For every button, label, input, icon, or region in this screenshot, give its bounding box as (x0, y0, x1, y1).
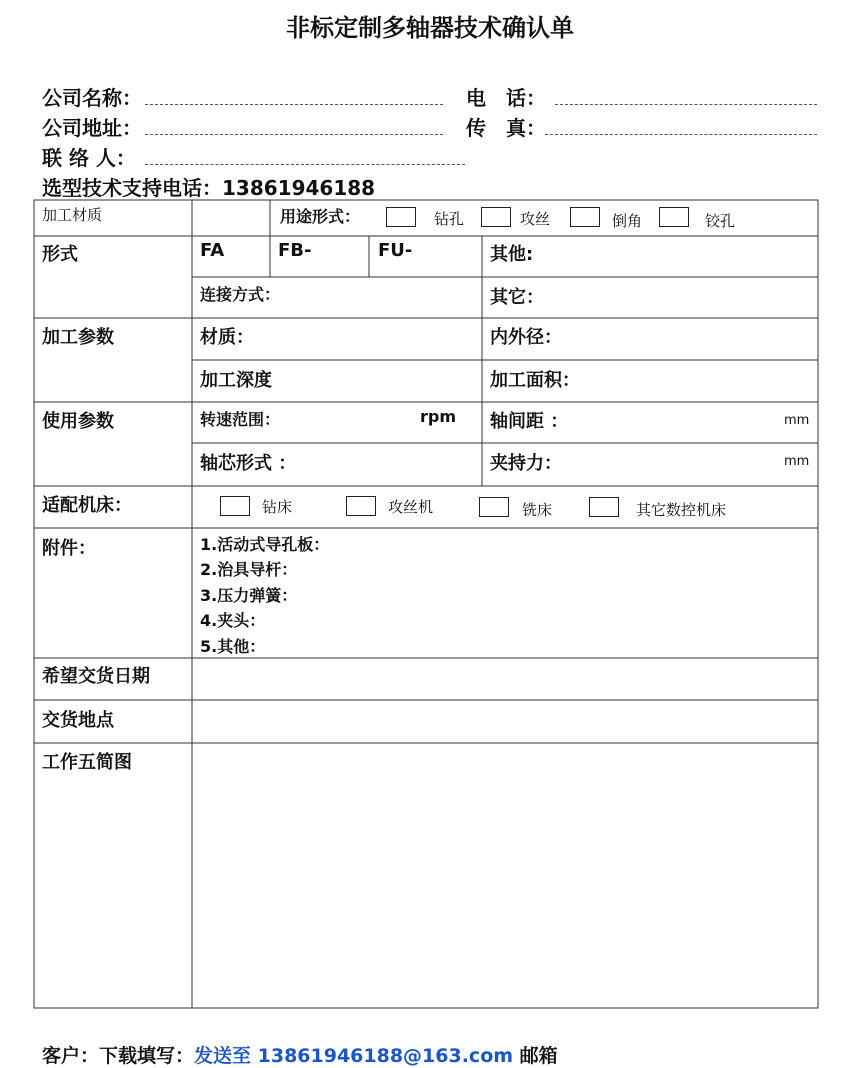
inner-outer-diameter-label: 内外径： (490, 327, 562, 348)
usage-label: 用途形式： (280, 207, 361, 226)
machine-mill-label: 铣床 (522, 501, 553, 519)
footer-email-link[interactable]: 发送至 13861946188@163.com (194, 1045, 514, 1067)
accessory-item: 3.压力弹簧： (200, 586, 298, 605)
usage-params-label: 使用参数 (42, 411, 114, 432)
usage-ream-label: 铰孔 (705, 212, 736, 230)
company-name-label: 公司名称： (42, 86, 142, 110)
phone-label: 电 话： (466, 86, 546, 110)
usage-tap-label: 攻丝 (520, 210, 551, 228)
company-address-label: 公司地址： (42, 116, 142, 140)
usage-chamfer-checkbox[interactable] (570, 207, 600, 227)
form-type-fu: FU- (378, 240, 413, 261)
material2-label: 材质： (200, 327, 254, 348)
accessory-item: 5.其他： (200, 637, 266, 656)
accessories-label: 附件： (42, 538, 96, 559)
speed-range-label: 转速范围： (200, 410, 281, 429)
footer-suffix: 邮箱 (519, 1045, 558, 1067)
machine-drill-label: 钻床 (262, 498, 293, 516)
material-label: 加工材质 (42, 206, 103, 224)
axis-distance-unit: mm (784, 413, 810, 428)
process-params-label: 加工参数 (42, 327, 114, 348)
usage-ream-checkbox[interactable] (659, 207, 689, 227)
usage-drill-label: 钻孔 (434, 210, 465, 228)
connection-label: 连接方式： (200, 285, 281, 304)
machine-label: 适配机床： (42, 495, 132, 516)
machine-cnc-checkbox[interactable] (589, 497, 619, 517)
process-depth-label: 加工深度 (200, 370, 272, 391)
machine-mill-checkbox[interactable] (479, 497, 509, 517)
form-type-fa: FA (200, 240, 225, 261)
contact-label: 联 络 人： (42, 146, 136, 170)
footer-note (42, 1041, 558, 1068)
other-field-2-label: 其它： (490, 287, 544, 308)
process-area-label: 加工面积： (490, 370, 580, 391)
speed-unit: rpm (420, 407, 457, 426)
accessory-item: 1.活动式导孔板： (200, 535, 330, 554)
clamp-force-unit: mm (784, 454, 810, 469)
support-phone-number: 13861946188 (222, 176, 376, 200)
other-field-label: 其他: (490, 244, 534, 265)
machine-drill-checkbox[interactable] (220, 496, 250, 516)
axis-distance-label: 轴间距 ： (490, 411, 569, 432)
machine-tap-checkbox[interactable] (346, 496, 376, 516)
clamp-force-label: 夹持力： (490, 453, 562, 474)
delivery-place-label: 交货地点 (42, 710, 114, 731)
usage-chamfer-label: 倒角 (612, 212, 643, 230)
delivery-date-label: 希望交货日期 (42, 666, 150, 687)
support-phone-label: 选型技术支持电话： (42, 176, 222, 200)
form-label: 形式 (42, 244, 78, 265)
machine-tap-label: 攻丝机 (388, 498, 434, 516)
form-type-fb: FB- (278, 240, 312, 261)
accessory-item: 4.夹头： (200, 611, 266, 630)
fax-label: 传 真： (466, 116, 546, 140)
page-title: 非标定制多轴器技术确认单 (286, 14, 574, 42)
machine-cnc-label: 其它数控机床 (636, 501, 727, 519)
work-drawing-label: 工作五简图 (42, 752, 132, 773)
footer-prefix: 客户：下载填写： (42, 1045, 195, 1067)
usage-tap-checkbox[interactable] (481, 207, 511, 227)
core-form-label: 轴芯形式 ： (200, 453, 297, 474)
accessory-item: 2.治具导杆： (200, 560, 298, 579)
usage-drill-checkbox[interactable] (386, 207, 416, 227)
